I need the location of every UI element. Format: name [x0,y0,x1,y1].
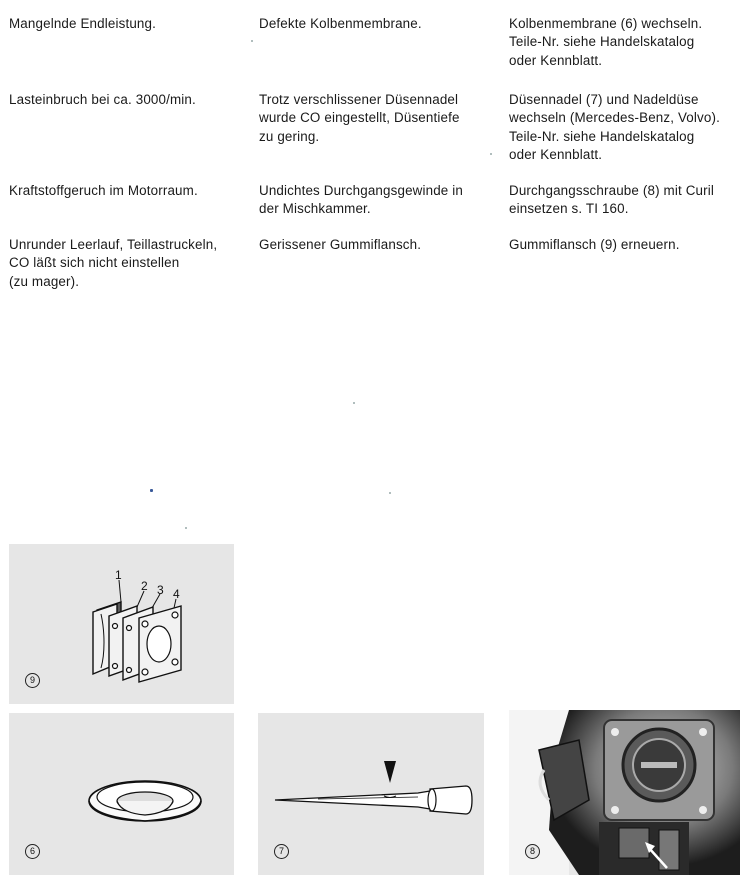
piston-diaphragm-icon [9,713,234,875]
text-line: Teile-Nr. siehe Handelskatalog [509,34,695,50]
remedy-cell [509,182,744,219]
figure-9 [9,544,234,704]
symptom-cell [9,182,244,200]
text-line: Kraftstoffgeruch im Motorraum. [9,183,198,198]
callout-label: 1 [115,568,122,582]
figure-number-badge: 8 [525,844,540,859]
text-line: einsetzen s. TI 160. [509,201,629,217]
remedy-cell [509,236,744,254]
text-line: CO läßt sich nicht einstellen [9,255,180,271]
text-line: Trotz verschlissener Düsennadel [259,92,459,107]
cause-cell [259,15,489,33]
scan-speck [150,489,153,492]
carburetor-photo-icon [509,710,740,875]
text-line: Gerissener Gummiflansch. [259,237,422,252]
text-line: zu gering. [259,128,320,144]
scan-speck [389,492,391,494]
jet-needle-icon [258,713,484,875]
text-line: Defekte Kolbenmembrane. [259,16,422,31]
scan-speck [251,40,253,42]
callout-label: 2 [141,579,148,593]
figure-number-badge: 6 [25,844,40,859]
text-line: Undichtes Durchgangsgewinde in [259,183,463,198]
text-line: Teile-Nr. siehe Handelskatalog [509,128,695,144]
figure-6 [9,713,234,875]
text-line: (zu mager). [9,273,80,289]
symptom-cell [9,15,244,33]
cause-cell [259,236,489,254]
text-line: oder Kennblatt. [509,146,603,162]
text-line: Unrunder Leerlauf, Teillastruckeln, [9,237,218,252]
text-line: Durchgangsschraube (8) mit Curil [509,183,714,198]
remedy-cell [509,91,744,164]
text-line: Kolbenmembrane (6) wechseln. [509,16,703,31]
text-line: Lasteinbruch bei ca. 3000/min. [9,92,196,107]
symptom-cell [9,236,244,291]
text-line: wurde CO eingestellt, Düsentiefe [259,110,460,126]
cause-cell [259,91,489,146]
text-line: Mangelnde Endleistung. [9,16,156,31]
text-line: Gummiflansch (9) erneuern. [509,237,680,252]
text-line: der Mischkammer. [259,201,371,217]
text-line: wechseln (Mercedes-Benz, Volvo). [509,110,720,126]
figure-number-badge: 7 [274,844,289,859]
callout-label: 3 [157,583,164,597]
scan-speck [185,527,187,529]
figure-number-badge: 9 [25,673,40,688]
text-line: oder Kennblatt. [509,52,603,68]
scan-speck [490,153,492,155]
callout-label: 4 [173,587,180,601]
figure-8 [509,710,740,875]
remedy-cell [509,15,744,70]
cause-cell [259,182,489,219]
symptom-cell [9,91,244,109]
text-line: Düsennadel (7) und Nadeldüse [509,92,699,107]
scan-speck [353,402,355,404]
figure-7 [258,713,484,875]
